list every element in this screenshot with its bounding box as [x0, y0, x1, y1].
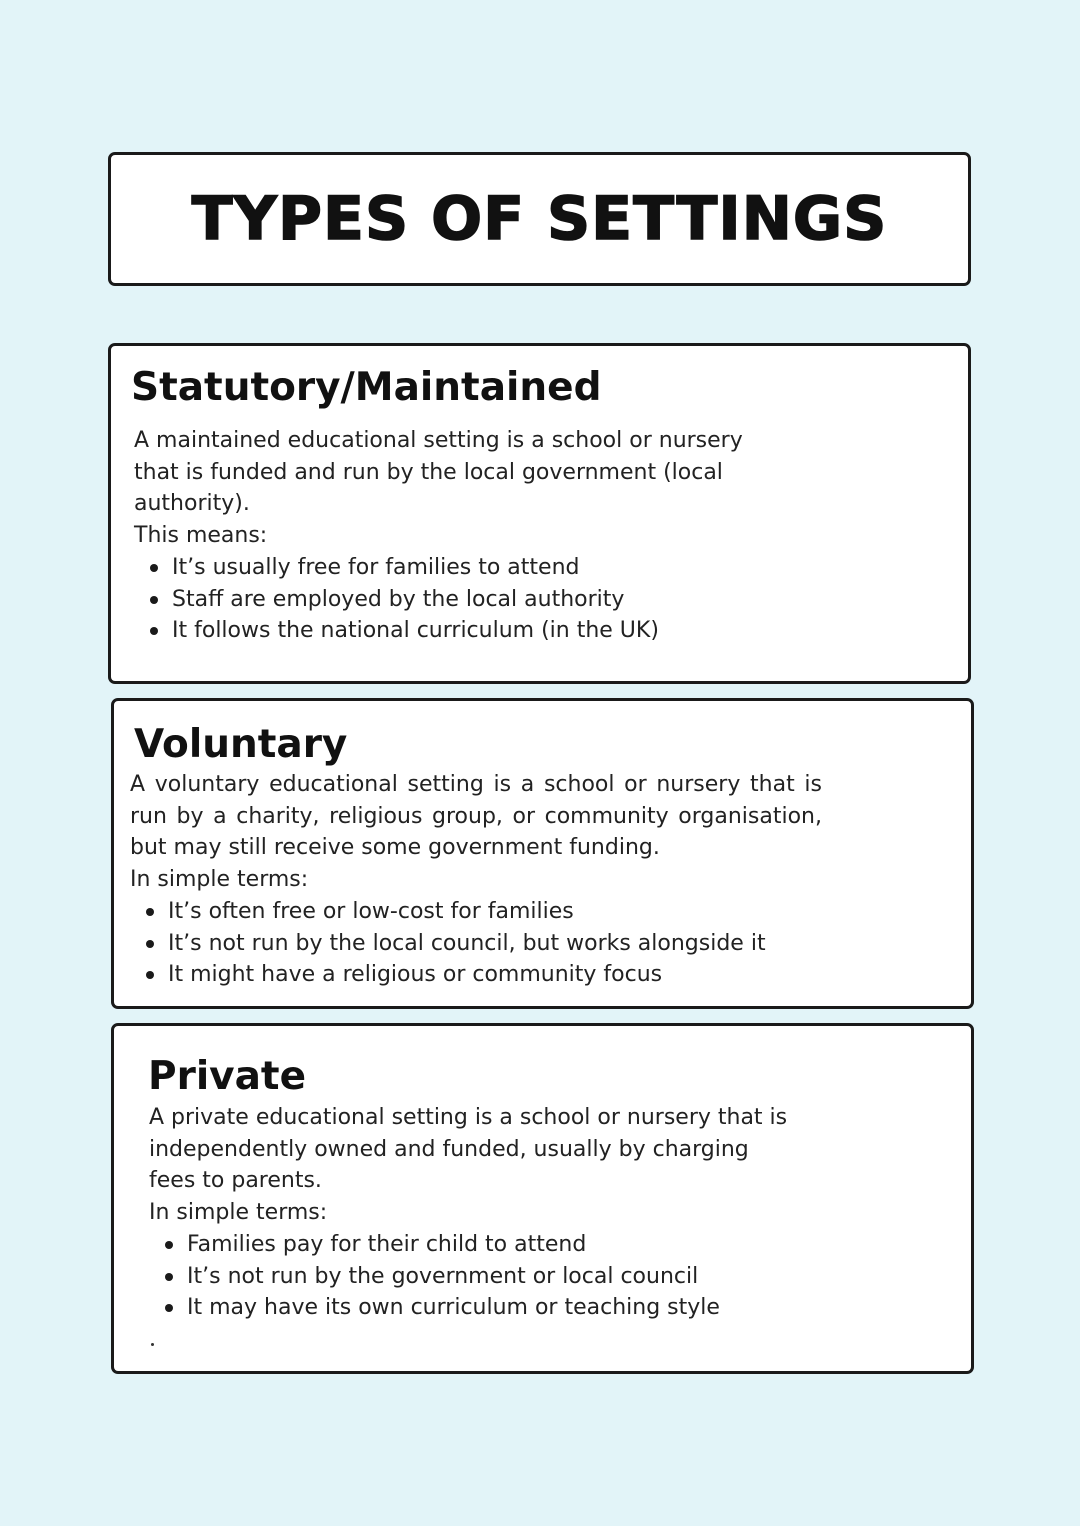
list-item: Families pay for their child to attend — [149, 1229, 789, 1261]
private-card — [111, 1023, 974, 1374]
section-intro: In simple terms: — [130, 867, 309, 893]
list-item: It’s not run by the government or local council — [149, 1261, 789, 1293]
list-item: It’s not run by the local council, but works alongside it — [130, 928, 822, 960]
page-title: TYPES OF SETTINGS — [191, 184, 888, 254]
voluntary-card — [111, 698, 974, 1009]
section-description: A private educational setting is a school or nursery that is independently owned and funded, usually by charging fees to parents. — [149, 1105, 788, 1194]
list-item: Staff are employed by the local authority — [134, 584, 774, 616]
stray-dot — [151, 1343, 154, 1346]
bullet-list — [149, 1229, 789, 1324]
bullet-list — [134, 552, 774, 647]
statutory-card — [108, 343, 971, 684]
section-intro: This means: — [134, 523, 268, 549]
list-item: It might have a religious or community focus — [130, 959, 822, 991]
list-item: It may have its own curriculum or teaching style — [149, 1292, 789, 1324]
list-item: It’s often free or low-cost for families — [130, 896, 822, 928]
section-intro: In simple terms: — [149, 1200, 328, 1226]
section-heading-voluntary: Voluntary — [134, 722, 348, 767]
list-item: It’s usually free for families to attend — [134, 552, 774, 584]
title-card — [108, 152, 971, 286]
section-description: A maintained educational setting is a school or nursery that is funded and run by the local government (local authority). — [134, 428, 743, 517]
bullet-list — [130, 896, 822, 991]
section-description: A voluntary educational setting is a school or nursery that is run by a charity, religious group, or community organisation, but may still receive some government funding. — [130, 772, 822, 861]
section-heading-private: Private — [148, 1054, 307, 1099]
list-item: It follows the national curriculum (in the UK) — [134, 615, 774, 647]
section-heading-statutory: Statutory/Maintained — [131, 365, 602, 410]
